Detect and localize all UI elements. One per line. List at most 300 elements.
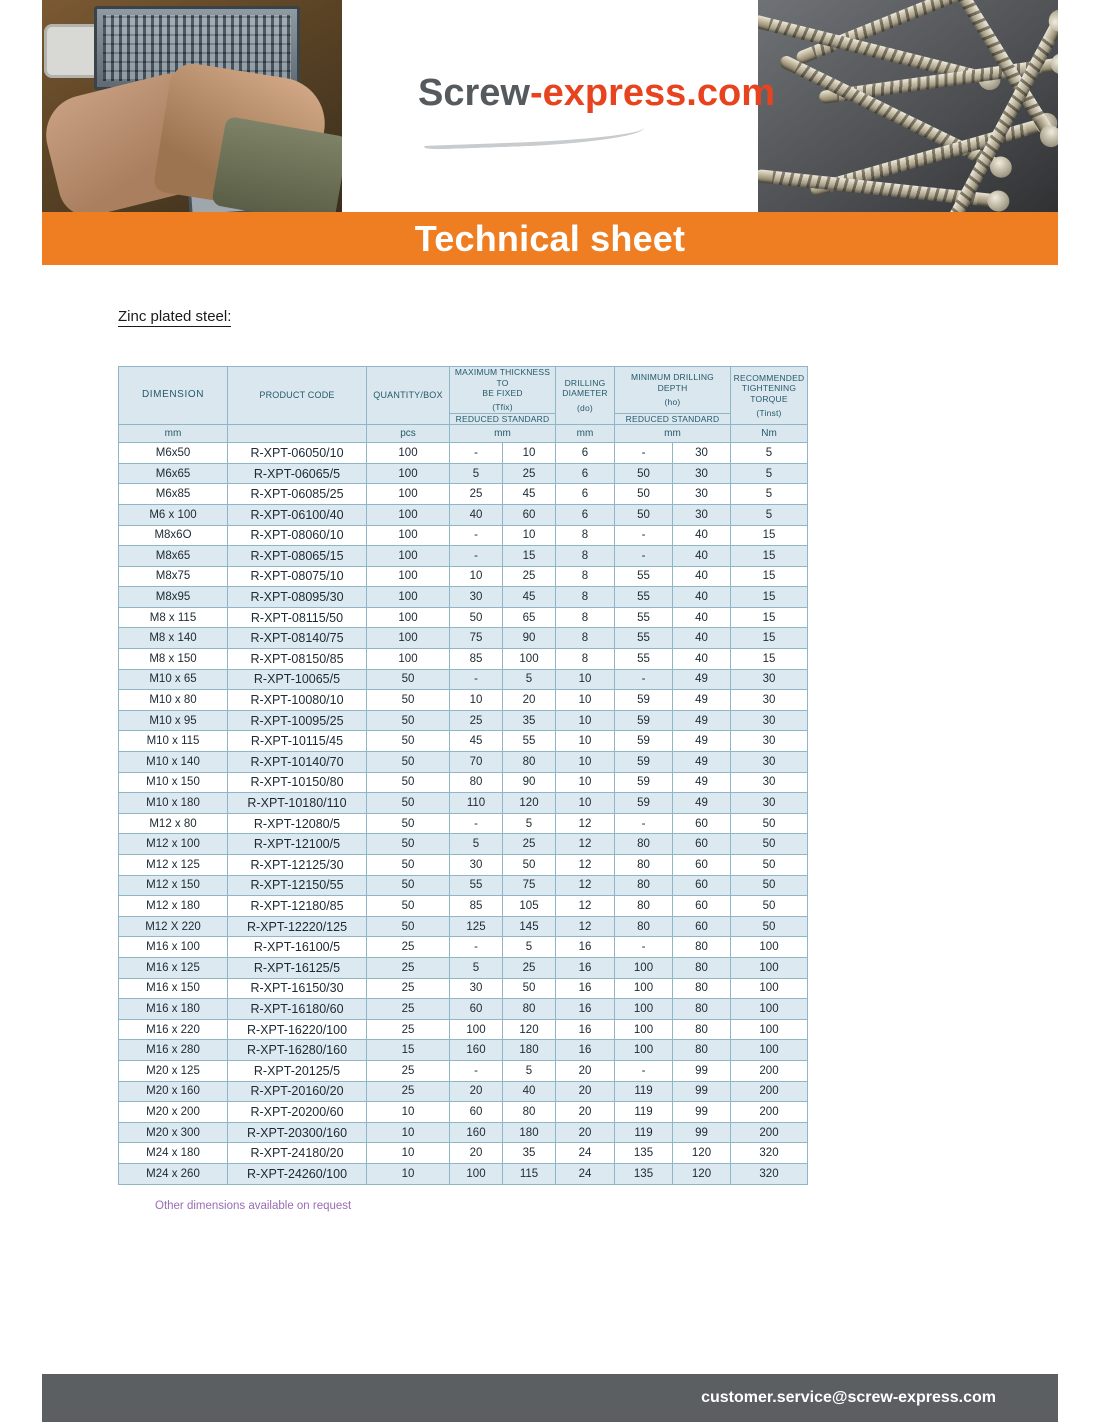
table-row (119, 731, 808, 752)
cell-ho-red: 55 (615, 628, 673, 649)
table-row (119, 690, 808, 711)
cell-torque: 30 (731, 710, 808, 731)
cell-ho-red: 59 (615, 793, 673, 814)
cell-do: 10 (556, 793, 615, 814)
cell-torque: 15 (731, 566, 808, 587)
table-row (119, 978, 808, 999)
cell-qty: 50 (367, 731, 450, 752)
cell-code: R-XPT-16280/160 (228, 1040, 367, 1061)
cell-do: 12 (556, 813, 615, 834)
unit-thickness: mm (450, 425, 556, 443)
cell-ho-std: 40 (673, 587, 731, 608)
cell-do: 10 (556, 772, 615, 793)
cell-ho-red: - (615, 669, 673, 690)
table-row (119, 793, 808, 814)
cell-ho-red: 80 (615, 896, 673, 917)
cell-ho-std: 120 (673, 1143, 731, 1164)
cell-do: 8 (556, 628, 615, 649)
cell-qty: 50 (367, 752, 450, 773)
page-left-margin (0, 0, 42, 1422)
cell-ho-red: - (615, 546, 673, 567)
cell-code: R-XPT-08115/50 (228, 607, 367, 628)
cell-ho-std: 60 (673, 855, 731, 876)
cell-do: 20 (556, 1060, 615, 1081)
cell-code: R-XPT-06065/5 (228, 463, 367, 484)
cell-torque: 50 (731, 896, 808, 917)
cell-ho-red: 55 (615, 607, 673, 628)
cell-tfix-std: 25 (503, 834, 556, 855)
cell-tfix-std: 75 (503, 875, 556, 896)
cell-ho-red: - (615, 1060, 673, 1081)
cell-do: 10 (556, 752, 615, 773)
cell-code: R-XPT-08140/75 (228, 628, 367, 649)
cell-qty: 50 (367, 669, 450, 690)
cell-tfix-red: 45 (450, 731, 503, 752)
cell-code: R-XPT-16180/60 (228, 999, 367, 1020)
cell-do: 20 (556, 1102, 615, 1123)
col-header-dimension: DIMENSION (119, 367, 228, 425)
cell-torque: 100 (731, 1040, 808, 1061)
cell-qty: 100 (367, 607, 450, 628)
cell-ho-std: 60 (673, 813, 731, 834)
cell-ho-std: 80 (673, 978, 731, 999)
cell-dim: M20 x 125 (119, 1060, 228, 1081)
cell-ho-std: 40 (673, 607, 731, 628)
cell-tfix-std: 145 (503, 916, 556, 937)
cell-dim: M10 x 150 (119, 772, 228, 793)
cell-dim: M16 x 220 (119, 1019, 228, 1040)
workshop-photo (42, 0, 342, 212)
cell-tfix-std: 5 (503, 669, 556, 690)
table-row (119, 896, 808, 917)
cell-tfix-std: 65 (503, 607, 556, 628)
cell-do: 24 (556, 1143, 615, 1164)
cell-code: R-XPT-10115/45 (228, 731, 367, 752)
cell-dim: M24 x 260 (119, 1163, 228, 1184)
cell-torque: 30 (731, 690, 808, 711)
col-header-drilling-l2: DIAMETER (562, 388, 608, 399)
col-header-torque-symbol: (Tinst) (756, 407, 782, 418)
cell-code: R-XPT-20200/60 (228, 1102, 367, 1123)
cell-tfix-std: 25 (503, 463, 556, 484)
cell-do: 12 (556, 875, 615, 896)
cell-do: 8 (556, 649, 615, 670)
cell-code: R-XPT-10080/10 (228, 690, 367, 711)
col-header-torque-l2: TIGHTENING (741, 383, 797, 394)
cell-dim: M16 x 150 (119, 978, 228, 999)
cell-code: R-XPT-20125/5 (228, 1060, 367, 1081)
cell-ho-std: 40 (673, 649, 731, 670)
cell-code: R-XPT-16220/100 (228, 1019, 367, 1040)
cell-tfix-red: 5 (450, 957, 503, 978)
cell-tfix-std: 5 (503, 1060, 556, 1081)
cell-ho-std: 99 (673, 1060, 731, 1081)
table-header-row (119, 367, 808, 414)
cell-torque: 100 (731, 937, 808, 958)
table-row (119, 587, 808, 608)
cell-qty: 100 (367, 566, 450, 587)
cell-code: R-XPT-06050/10 (228, 443, 367, 464)
col-header-max-thickness-symbol: (Tfix) (492, 401, 513, 412)
table-row (119, 463, 808, 484)
cell-dim: M12 x 180 (119, 896, 228, 917)
cell-dim: M8 x 140 (119, 628, 228, 649)
cell-tfix-red: 30 (450, 587, 503, 608)
table-row (119, 834, 808, 855)
cell-tfix-red: 25 (450, 484, 503, 505)
cell-code: R-XPT-10065/5 (228, 669, 367, 690)
cell-ho-std: 80 (673, 957, 731, 978)
cell-torque: 200 (731, 1102, 808, 1123)
cell-tfix-red: - (450, 1060, 503, 1081)
col-header-product-code: PRODUCT CODE (228, 367, 367, 425)
table-row (119, 957, 808, 978)
cell-qty: 50 (367, 772, 450, 793)
cell-dim: M20 x 160 (119, 1081, 228, 1102)
cell-code: R-XPT-08060/10 (228, 525, 367, 546)
logo-text-primary: Screw (418, 72, 530, 114)
table-row (119, 504, 808, 525)
cell-ho-std: 80 (673, 1040, 731, 1061)
cell-dim: M6x65 (119, 463, 228, 484)
table-row (119, 1060, 808, 1081)
cell-dim: M16 x 125 (119, 957, 228, 978)
unit-product-code (228, 425, 367, 443)
cell-ho-std: 49 (673, 752, 731, 773)
cell-tfix-red: 160 (450, 1040, 503, 1061)
cell-ho-std: 60 (673, 896, 731, 917)
cell-code: R-XPT-12100/5 (228, 834, 367, 855)
cell-qty: 25 (367, 978, 450, 999)
cell-qty: 100 (367, 628, 450, 649)
cell-do: 6 (556, 443, 615, 464)
table-row (119, 752, 808, 773)
cell-ho-std: 30 (673, 463, 731, 484)
cell-qty: 25 (367, 937, 450, 958)
cell-tfix-std: 45 (503, 587, 556, 608)
cell-code: R-XPT-08095/30 (228, 587, 367, 608)
cell-ho-std: 60 (673, 834, 731, 855)
cell-torque: 5 (731, 443, 808, 464)
table-row (119, 1019, 808, 1040)
cell-tfix-red: 80 (450, 772, 503, 793)
cell-dim: M10 x 95 (119, 710, 228, 731)
cell-tfix-red: 10 (450, 690, 503, 711)
cell-torque: 100 (731, 957, 808, 978)
cell-tfix-std: 90 (503, 628, 556, 649)
cell-dim: M12 x 80 (119, 813, 228, 834)
cell-tfix-std: 60 (503, 504, 556, 525)
cell-tfix-red: 85 (450, 649, 503, 670)
cell-do: 12 (556, 916, 615, 937)
cell-tfix-std: 180 (503, 1040, 556, 1061)
cell-tfix-red: 10 (450, 566, 503, 587)
table-units-row (119, 425, 808, 443)
cell-qty: 50 (367, 710, 450, 731)
cell-ho-std: 40 (673, 628, 731, 649)
cell-do: 8 (556, 566, 615, 587)
cell-dim: M16 x 280 (119, 1040, 228, 1061)
cell-code: R-XPT-10140/70 (228, 752, 367, 773)
col-header-max-thickness (450, 367, 556, 414)
cell-code: R-XPT-24180/20 (228, 1143, 367, 1164)
cell-do: 8 (556, 525, 615, 546)
table-body (119, 443, 808, 1184)
unit-torque: Nm (731, 425, 808, 443)
cell-tfix-red: - (450, 443, 503, 464)
cell-torque: 15 (731, 628, 808, 649)
cell-ho-red: 59 (615, 752, 673, 773)
cell-do: 16 (556, 1019, 615, 1040)
cell-qty: 15 (367, 1040, 450, 1061)
cell-tfix-std: 45 (503, 484, 556, 505)
table-row (119, 649, 808, 670)
cell-ho-std: 49 (673, 669, 731, 690)
cell-torque: 5 (731, 463, 808, 484)
cell-tfix-std: 50 (503, 978, 556, 999)
cell-code: R-XPT-24260/100 (228, 1163, 367, 1184)
cell-code: R-XPT-08075/10 (228, 566, 367, 587)
cell-ho-std: 30 (673, 484, 731, 505)
cell-do: 10 (556, 690, 615, 711)
cell-tfix-std: 35 (503, 710, 556, 731)
cell-ho-std: 49 (673, 690, 731, 711)
cell-ho-std: 60 (673, 875, 731, 896)
col-header-drilling-diameter (556, 367, 615, 425)
cell-ho-std: 99 (673, 1122, 731, 1143)
cell-ho-std: 49 (673, 731, 731, 752)
cell-dim: M6x85 (119, 484, 228, 505)
cell-ho-red: 50 (615, 484, 673, 505)
cell-ho-red: 135 (615, 1163, 673, 1184)
cell-do: 6 (556, 504, 615, 525)
cell-ho-std: 49 (673, 772, 731, 793)
cell-dim: M12 X 220 (119, 916, 228, 937)
cell-ho-std: 49 (673, 710, 731, 731)
cell-tfix-red: 100 (450, 1163, 503, 1184)
col-header-torque (731, 367, 808, 425)
cell-code: R-XPT-06100/40 (228, 504, 367, 525)
cell-code: R-XPT-08150/85 (228, 649, 367, 670)
table-row (119, 1143, 808, 1164)
cell-tfix-std: 10 (503, 525, 556, 546)
cell-code: R-XPT-16125/5 (228, 957, 367, 978)
cell-code: R-XPT-08065/15 (228, 546, 367, 567)
cell-tfix-std: 80 (503, 999, 556, 1020)
cell-qty: 100 (367, 587, 450, 608)
cell-tfix-red: - (450, 813, 503, 834)
cell-tfix-red: 160 (450, 1122, 503, 1143)
col-header-drilling-l1: DRILLING (564, 377, 606, 388)
cell-ho-red: 100 (615, 1019, 673, 1040)
cell-code: R-XPT-12080/5 (228, 813, 367, 834)
cell-torque: 100 (731, 999, 808, 1020)
table-note: Other dimensions available on request (155, 1200, 352, 1212)
cell-ho-red: 59 (615, 690, 673, 711)
cell-qty: 50 (367, 896, 450, 917)
table-row (119, 999, 808, 1020)
cell-do: 10 (556, 669, 615, 690)
cell-torque: 200 (731, 1081, 808, 1102)
logo-text-accent: -express.com (529, 72, 775, 114)
cell-tfix-std: 35 (503, 1143, 556, 1164)
cell-dim: M8x75 (119, 566, 228, 587)
cell-ho-std: 40 (673, 566, 731, 587)
cell-qty: 10 (367, 1163, 450, 1184)
cell-ho-std: 49 (673, 793, 731, 814)
cell-ho-std: 60 (673, 916, 731, 937)
specification-table (118, 366, 808, 1185)
col-header-min-drilling-symbol: (ho) (664, 396, 681, 407)
cell-torque: 5 (731, 484, 808, 505)
cell-do: 16 (556, 978, 615, 999)
cell-tfix-red: 30 (450, 978, 503, 999)
table-row (119, 1040, 808, 1061)
cell-qty: 100 (367, 546, 450, 567)
cell-tfix-std: 55 (503, 731, 556, 752)
cell-torque: 100 (731, 978, 808, 999)
col-header-min-drilling-l1: MINIMUM DRILLING (630, 372, 714, 383)
table-row (119, 607, 808, 628)
cell-ho-std: 120 (673, 1163, 731, 1184)
cell-tfix-red: 85 (450, 896, 503, 917)
table-row (119, 916, 808, 937)
cell-do: 16 (556, 957, 615, 978)
col-header-torque-l1: RECOMMENDED (733, 372, 805, 383)
cell-dim: M6 x 100 (119, 504, 228, 525)
col-header-max-thickness-l2: BE FIXED (482, 388, 523, 399)
cell-torque: 200 (731, 1060, 808, 1081)
table-row (119, 813, 808, 834)
cell-ho-red: 50 (615, 504, 673, 525)
cell-torque: 15 (731, 607, 808, 628)
cell-ho-red: 119 (615, 1122, 673, 1143)
cell-ho-std: 80 (673, 1019, 731, 1040)
cell-ho-red: 80 (615, 875, 673, 896)
cell-code: R-XPT-16100/5 (228, 937, 367, 958)
cell-torque: 320 (731, 1163, 808, 1184)
cell-dim: M10 x 180 (119, 793, 228, 814)
cell-tfix-red: 60 (450, 1102, 503, 1123)
cell-dim: M16 x 180 (119, 999, 228, 1020)
cell-tfix-std: 100 (503, 649, 556, 670)
cell-torque: 30 (731, 731, 808, 752)
cell-qty: 100 (367, 504, 450, 525)
table-row (119, 710, 808, 731)
cell-do: 16 (556, 999, 615, 1020)
cell-dim: M10 x 65 (119, 669, 228, 690)
table-row (119, 628, 808, 649)
cell-code: R-XPT-20160/20 (228, 1081, 367, 1102)
cell-do: 20 (556, 1122, 615, 1143)
cell-dim: M6x50 (119, 443, 228, 464)
cell-tfix-std: 115 (503, 1163, 556, 1184)
cell-do: 6 (556, 463, 615, 484)
cell-tfix-std: 5 (503, 813, 556, 834)
cell-ho-red: 55 (615, 649, 673, 670)
cell-tfix-red: 50 (450, 607, 503, 628)
cell-qty: 25 (367, 1081, 450, 1102)
cell-ho-red: 59 (615, 731, 673, 752)
cell-ho-red: 55 (615, 587, 673, 608)
cell-do: 24 (556, 1163, 615, 1184)
cell-qty: 100 (367, 484, 450, 505)
table-row (119, 566, 808, 587)
cell-ho-std: 99 (673, 1102, 731, 1123)
cell-ho-std: 30 (673, 504, 731, 525)
table-row (119, 875, 808, 896)
cell-dim: M8 x 150 (119, 649, 228, 670)
cell-code: R-XPT-12150/55 (228, 875, 367, 896)
cell-ho-std: 80 (673, 937, 731, 958)
cell-do: 16 (556, 1040, 615, 1061)
cell-qty: 10 (367, 1102, 450, 1123)
cell-dim: M8x95 (119, 587, 228, 608)
col-header-min-drilling-l2: DEPTH (657, 382, 688, 393)
cell-qty: 50 (367, 855, 450, 876)
cell-do: 12 (556, 855, 615, 876)
table-row (119, 1163, 808, 1184)
cell-tfix-red: 110 (450, 793, 503, 814)
cell-code: R-XPT-12180/85 (228, 896, 367, 917)
col-subheader-reduced-standard-depth: REDUCED STANDARD (615, 413, 731, 425)
footer-email: customer.service@screw-express.com (701, 1389, 996, 1406)
cell-torque: 5 (731, 504, 808, 525)
cell-code: R-XPT-12220/125 (228, 916, 367, 937)
cell-do: 16 (556, 937, 615, 958)
cell-torque: 30 (731, 752, 808, 773)
cell-ho-red: 80 (615, 916, 673, 937)
cell-tfix-red: 30 (450, 855, 503, 876)
cell-tfix-std: 105 (503, 896, 556, 917)
cell-dim: M10 x 115 (119, 731, 228, 752)
cell-tfix-red: 100 (450, 1019, 503, 1040)
cell-qty: 50 (367, 834, 450, 855)
cell-qty: 100 (367, 443, 450, 464)
cell-torque: 30 (731, 793, 808, 814)
cell-do: 20 (556, 1081, 615, 1102)
table-row (119, 937, 808, 958)
cell-tfix-std: 25 (503, 566, 556, 587)
cell-qty: 50 (367, 793, 450, 814)
cell-ho-red: 119 (615, 1102, 673, 1123)
cell-tfix-red: 20 (450, 1143, 503, 1164)
cell-torque: 50 (731, 875, 808, 896)
table-header (119, 367, 808, 443)
cell-code: R-XPT-10150/80 (228, 772, 367, 793)
cell-torque: 50 (731, 834, 808, 855)
table-row (119, 1081, 808, 1102)
unit-drilling-diameter: mm (556, 425, 615, 443)
cell-qty: 50 (367, 690, 450, 711)
col-header-drilling-symbol: (do) (577, 402, 593, 413)
cell-tfix-red: 20 (450, 1081, 503, 1102)
cell-ho-std: 99 (673, 1081, 731, 1102)
unit-depth: mm (615, 425, 731, 443)
cell-do: 8 (556, 607, 615, 628)
cell-ho-red: 59 (615, 710, 673, 731)
cell-ho-std: 80 (673, 999, 731, 1020)
cell-ho-red: - (615, 813, 673, 834)
cell-tfix-std: 10 (503, 443, 556, 464)
cell-ho-red: 80 (615, 834, 673, 855)
cell-qty: 25 (367, 1019, 450, 1040)
title-banner (42, 212, 1058, 265)
cell-qty: 25 (367, 957, 450, 978)
table-row (119, 855, 808, 876)
col-header-min-drilling-depth (615, 367, 731, 414)
cell-tfix-std: 25 (503, 957, 556, 978)
